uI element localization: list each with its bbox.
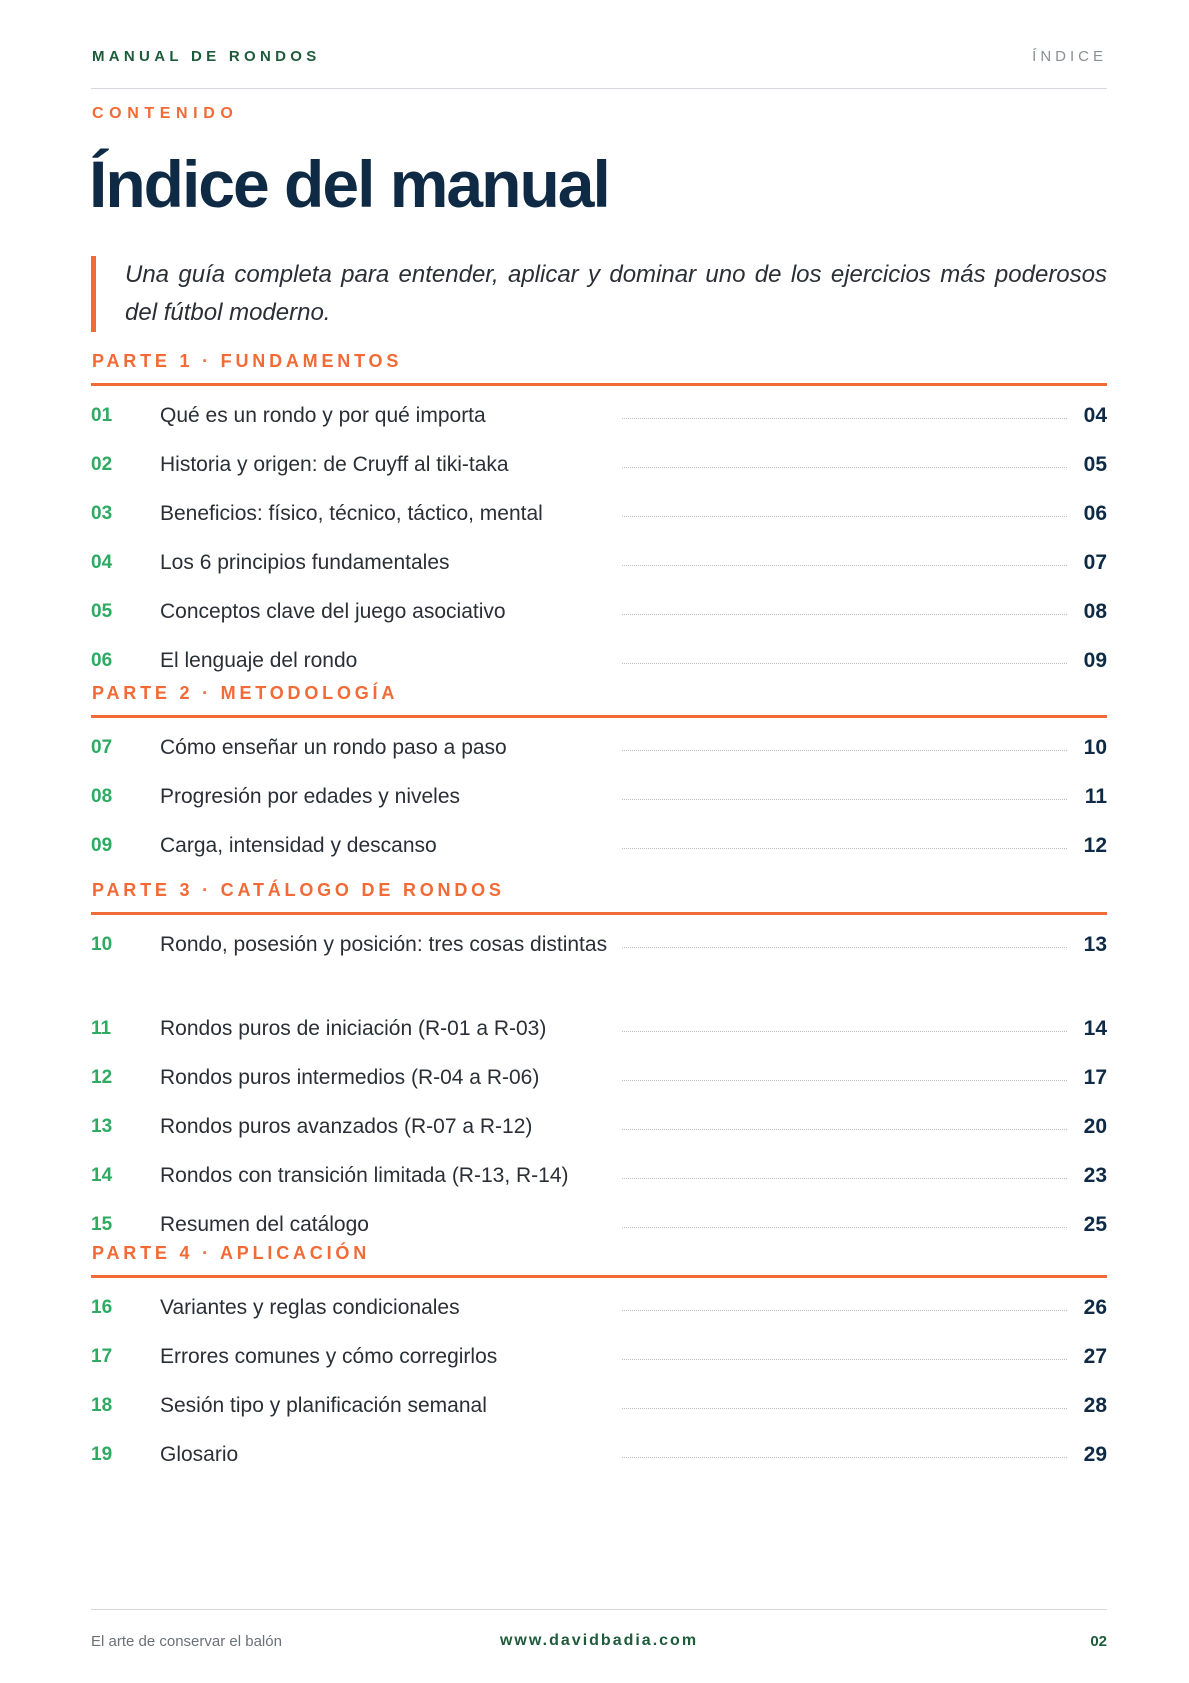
chapter-number: 15: [91, 1214, 113, 1235]
chapter-page: 27: [1083, 1345, 1107, 1368]
toc-entry[interactable]: [91, 1109, 1107, 1145]
toc-entry[interactable]: [91, 1011, 1107, 1047]
chapter-page: 26: [1083, 1296, 1107, 1319]
lead-quote: [91, 256, 1107, 332]
header-divider: [91, 88, 1107, 89]
toc-entry[interactable]: [91, 1060, 1107, 1096]
leader-dots: [622, 663, 1067, 664]
toc-entry[interactable]: [91, 1388, 1107, 1424]
chapter-page: 29: [1083, 1443, 1107, 1466]
leader-dots: [622, 614, 1067, 615]
toc-entry[interactable]: [91, 779, 1107, 815]
toc-entry[interactable]: [91, 828, 1107, 864]
section-divider: [91, 715, 1107, 718]
leader-dots: [622, 1457, 1067, 1458]
page-number: 02: [1090, 1633, 1107, 1650]
leader-dots: [622, 1359, 1067, 1360]
chapter-page: 05: [1083, 453, 1107, 476]
chapter-number: 04: [91, 552, 113, 573]
section-divider: [91, 383, 1107, 386]
chapter-title: Qué es un rondo y por qué importa: [160, 404, 486, 427]
footer-divider: [91, 1609, 1107, 1610]
chapter-page: 07: [1083, 551, 1107, 574]
section-divider: [91, 912, 1107, 915]
toc-entry[interactable]: [91, 1158, 1107, 1194]
chapter-page: 23: [1083, 1164, 1107, 1187]
chapter-page: 17: [1083, 1066, 1107, 1089]
chapter-page: 04: [1083, 404, 1107, 427]
chapter-number: 09: [91, 835, 113, 856]
toc-entry[interactable]: [91, 545, 1107, 581]
page-title: Índice del manual: [89, 147, 609, 221]
chapter-page: 09: [1083, 649, 1107, 672]
leader-dots: [622, 467, 1067, 468]
leader-dots: [622, 516, 1067, 517]
chapter-title: Resumen del catálogo: [160, 1213, 369, 1236]
chapter-title: Sesión tipo y planificación semanal: [160, 1394, 487, 1417]
chapter-page: 20: [1083, 1115, 1107, 1138]
chapter-number: 19: [91, 1444, 113, 1465]
leader-dots: [622, 1408, 1067, 1409]
chapter-number: 11: [91, 1018, 112, 1039]
chapter-title: Carga, intensidad y descanso: [160, 834, 437, 857]
chapter-title: Rondos puros intermedios (R-04 a R-06): [160, 1066, 540, 1089]
chapter-title: Rondos puros avanzados (R-07 a R-12): [160, 1115, 533, 1138]
chapter-number: 08: [91, 786, 113, 807]
chapter-title: Conceptos clave del juego asociativo: [160, 600, 506, 623]
chapter-page: 13: [1083, 933, 1107, 956]
section-title: PARTE 4 · APLICACIÓN: [92, 1243, 371, 1263]
chapter-number: 17: [91, 1346, 113, 1367]
chapter-number: 07: [91, 737, 113, 758]
leader-dots: [622, 1031, 1067, 1032]
page-header: [91, 48, 1107, 70]
chapter-number: 06: [91, 650, 113, 671]
section-title: PARTE 1 · FUNDAMENTOS: [92, 351, 403, 371]
toc-entry[interactable]: [91, 643, 1107, 679]
chapter-title: Los 6 principios fundamentales: [160, 551, 450, 574]
chapter-number: 02: [91, 454, 113, 475]
chapter-number: 14: [91, 1165, 113, 1186]
toc-entry[interactable]: [91, 398, 1107, 434]
chapter-page: 12: [1083, 834, 1107, 857]
toc-entry[interactable]: [91, 496, 1107, 532]
chapter-number: 03: [91, 503, 113, 524]
chapter-page: 10: [1083, 736, 1107, 759]
chapter-page: 06: [1083, 502, 1107, 525]
chapter-number: 16: [91, 1297, 113, 1318]
chapter-page: 25: [1083, 1213, 1107, 1236]
chapter-title: Beneficios: físico, técnico, táctico, mental: [160, 502, 543, 525]
chapter-title: Errores comunes y cómo corregirlos: [160, 1345, 498, 1368]
chapter-page: 11: [1084, 785, 1107, 808]
toc-entry[interactable]: [91, 594, 1107, 630]
leader-dots: [622, 750, 1067, 751]
leader-dots: [622, 947, 1067, 948]
footer-tagline: El arte de conservar el balón: [91, 1633, 282, 1650]
lead-text: Una guía completa para entender, aplicar y dominar uno de los ejercicios más poderosos del fútbol moderno.: [125, 261, 1107, 326]
toc-entry[interactable]: [91, 927, 1107, 963]
chapter-number: 18: [91, 1395, 113, 1416]
toc-entry[interactable]: [91, 730, 1107, 766]
section-title: PARTE 2 · METODOLOGÍA: [92, 683, 399, 703]
chapter-title: Rondos puros de iniciación (R-01 a R-03): [160, 1017, 547, 1040]
quote-accent-bar: [91, 256, 96, 332]
leader-dots: [622, 1310, 1067, 1311]
leader-dots: [622, 1227, 1067, 1228]
chapter-number: 12: [91, 1067, 113, 1088]
chapter-title: Variantes y reglas condicionales: [160, 1296, 460, 1319]
leader-dots: [622, 1129, 1067, 1130]
kicker: CONTENIDO: [92, 105, 239, 122]
leader-dots: [622, 1178, 1067, 1179]
chapter-title: El lenguaje del rondo: [160, 649, 358, 672]
leader-dots: [622, 1080, 1067, 1081]
manual-title: MANUAL DE RONDOS: [92, 48, 321, 65]
section-divider: [91, 1275, 1107, 1278]
chapter-number: 10: [91, 934, 113, 955]
chapter-title: Glosario: [160, 1443, 239, 1466]
chapter-number: 13: [91, 1116, 113, 1137]
leader-dots: [622, 799, 1067, 800]
toc-entry[interactable]: [91, 447, 1107, 483]
chapter-title: Historia y origen: de Cruyff al tiki-taka: [160, 453, 509, 476]
chapter-number: 05: [91, 601, 113, 622]
leader-dots: [622, 848, 1067, 849]
chapter-title: Rondos con transición limitada (R-13, R-14): [160, 1164, 569, 1187]
toc-entry[interactable]: [91, 1207, 1107, 1243]
leader-dots: [622, 418, 1067, 419]
chapter-page: 28: [1083, 1394, 1107, 1417]
chapter-page: 14: [1083, 1017, 1107, 1040]
leader-dots: [622, 565, 1067, 566]
toc-entry[interactable]: [91, 1437, 1107, 1473]
section-title: PARTE 3 · CATÁLOGO DE RONDOS: [92, 880, 505, 900]
toc-entry[interactable]: [91, 1290, 1107, 1326]
toc-entry[interactable]: [91, 1339, 1107, 1375]
chapter-title: Rondo, posesión y posición: tres cosas distintas: [160, 933, 608, 956]
chapter-page: 08: [1083, 600, 1107, 623]
chapter-number: 01: [91, 405, 113, 426]
section-label: ÍNDICE: [1032, 48, 1107, 65]
chapter-title: Progresión por edades y niveles: [160, 785, 461, 808]
chapter-title: Cómo enseñar un rondo paso a paso: [160, 736, 507, 759]
footer-website-link[interactable]: www.davidbadia.com: [499, 1632, 699, 1649]
